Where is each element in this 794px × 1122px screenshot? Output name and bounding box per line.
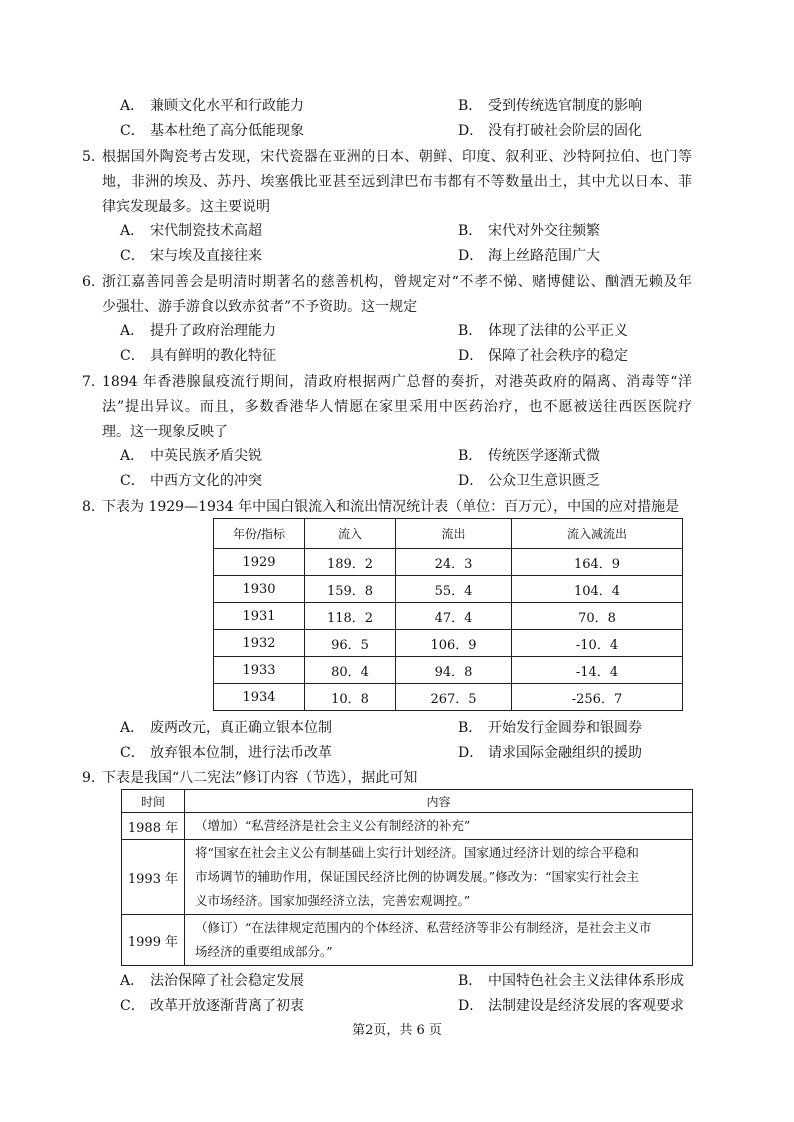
table-cell-content: 将“国家在社会主义公有制基础上实行计划经济。国家通过经济计划的综合平稳和 市场调节的辅助作用，保证国民经济比例的协调发展。”修改为：“国家实行社会主 义市场经济。国家加强经济立法，完善宏观调控。” xyxy=(185,840,693,915)
table-cell: 96．5 xyxy=(305,630,396,657)
q5-option-a[interactable]: A． 宋代制瓷技术高超 xyxy=(120,223,262,239)
table-cell: 1930 xyxy=(214,576,305,603)
table-row xyxy=(214,549,683,576)
q4-option-a[interactable]: A． 兼顾文化水平和行政能力 xyxy=(120,98,304,114)
table-cell: 55．4 xyxy=(396,576,512,603)
table-cell: 10．8 xyxy=(305,684,396,711)
q8-option-a[interactable]: A． 废两改元，真正确立银本位制 xyxy=(120,720,332,736)
question-text-line: 下表为 1929—1934 年中国白银流入和流出情况统计表（单位：百万元），中国的应对措施是 xyxy=(102,499,680,515)
q7-option-c[interactable]: C． 中西方文化的冲突 xyxy=(120,473,262,489)
table-cell-content: （修订）“在法律规定范围内的个体经济、私营经济等非公有制经济，是社会主义市 场经济的重要组成部分。” xyxy=(185,915,693,966)
table-cell-year: 1988 年 xyxy=(122,813,185,840)
table-header-cell: 流出 xyxy=(396,519,512,549)
question-text-line: 理。这一现象反映了 xyxy=(102,424,228,440)
q9-options-row-2 xyxy=(0,995,794,1017)
table-header-row xyxy=(122,790,693,813)
table-row xyxy=(214,576,683,603)
question-7 xyxy=(82,370,692,445)
table-cell-year: 1999 年 xyxy=(122,915,185,966)
q6-option-a[interactable]: A． 提升了政府治理能力 xyxy=(120,323,276,339)
table-cell: 24．3 xyxy=(396,549,512,576)
question-text-line: 地，非洲的埃及、苏丹、埃塞俄比亚甚至远到津巴布韦都有不等数量出土，其中尤以日本、菲 xyxy=(102,174,692,190)
q4-options-row-1 xyxy=(0,95,794,117)
table-cell: 118．2 xyxy=(305,603,396,630)
page-footer: 第2页，共 6 页 xyxy=(352,1023,442,1038)
table-header-cell: 时间 xyxy=(122,790,185,813)
question-5 xyxy=(82,145,692,220)
question-number: 8. xyxy=(82,499,96,515)
table-cell: 47．4 xyxy=(396,603,512,630)
table-row xyxy=(214,657,683,684)
table-cell: 1929 xyxy=(214,549,305,576)
table-cell: -10．4 xyxy=(512,630,683,657)
q5-options-row-1 xyxy=(0,220,794,242)
q8-option-b[interactable]: B． 开始发行金圆券和银圆券 xyxy=(458,720,642,736)
question-number: 5. xyxy=(82,149,96,165)
table-cell: 159．8 xyxy=(305,576,396,603)
q7-option-b[interactable]: B． 传统医学逐渐式微 xyxy=(458,448,600,464)
table-row xyxy=(122,915,693,966)
q9-option-c[interactable]: C． 改革开放逐渐背离了初衷 xyxy=(120,998,304,1014)
question-6 xyxy=(82,270,692,320)
question-text-line: 浙江嘉善同善会是明清时期著名的慈善机构，曾规定对“不孝不悌、赌博健讼、酗酒无赖及年 xyxy=(102,274,692,290)
q5-option-d[interactable]: D． 海上丝路范围广大 xyxy=(458,248,600,264)
question-number: 7. xyxy=(82,374,96,390)
question-text-line: 根据国外陶瓷考古发现，宋代瓷器在亚洲的日本、朝鲜、印度、叙利亚、沙特阿拉伯、也门等 xyxy=(102,149,692,165)
table-cell: 164．9 xyxy=(512,549,683,576)
table-cell-year: 1993 年 xyxy=(122,840,185,915)
table-cell: 1931 xyxy=(214,603,305,630)
table-cell: 1932 xyxy=(214,630,305,657)
question-9 xyxy=(82,766,692,791)
table-row xyxy=(214,630,683,657)
q4-option-d[interactable]: D． 没有打破社会阶层的固化 xyxy=(458,123,642,139)
q9-options-row-1 xyxy=(0,970,794,992)
q9-option-a[interactable]: A． 法治保障了社会稳定发展 xyxy=(120,973,304,989)
q6-options-row-1 xyxy=(0,320,794,342)
table-cell: -256．7 xyxy=(512,684,683,711)
q5-options-row-2 xyxy=(0,245,794,267)
question-text-line: 1894 年香港腺鼠疫流行期间，清政府根据两广总督的奏折，对港英政府的隔离、消毒等“洋 xyxy=(102,374,692,390)
q4-option-c[interactable]: C． 基本杜绝了高分低能现象 xyxy=(120,123,304,139)
table-cell: -14．4 xyxy=(512,657,683,684)
table-header-row xyxy=(214,519,683,549)
table-cell: 267．5 xyxy=(396,684,512,711)
question-text-line: 下表是我国“八二宪法”修订内容（节选），据此可知 xyxy=(102,770,418,786)
q4-option-b[interactable]: B． 受到传统选官制度的影响 xyxy=(458,98,642,114)
silver-flow-table xyxy=(213,518,683,711)
q7-options-row-2 xyxy=(0,470,794,492)
q5-option-c[interactable]: C． 宋与埃及直接往来 xyxy=(120,248,262,264)
table-cell: 1934 xyxy=(214,684,305,711)
table-row xyxy=(214,684,683,711)
q8-options-row-2 xyxy=(0,742,794,764)
table-row xyxy=(122,813,693,840)
q7-option-d[interactable]: D． 公众卫生意识匮乏 xyxy=(458,473,600,489)
table-cell: 106．9 xyxy=(396,630,512,657)
table-cell-content: （增加）“私营经济是社会主义公有制经济的补充” xyxy=(185,813,693,840)
question-number: 9. xyxy=(82,770,96,786)
q9-option-b[interactable]: B． 中国特色社会主义法律体系形成 xyxy=(458,973,684,989)
question-number: 6. xyxy=(82,274,96,290)
table-row xyxy=(122,840,693,915)
table-cell: 70．8 xyxy=(512,603,683,630)
table-header-cell: 年份/指标 xyxy=(214,519,305,549)
question-text-line: 法”提出异议。而且，多数香港华人情愿在家里采用中医药治疗，也不愿被送往西医医院疗 xyxy=(102,399,692,415)
table-row xyxy=(214,603,683,630)
table-header-cell: 流入 xyxy=(305,519,396,549)
q8-options-row-1 xyxy=(0,717,794,739)
question-8 xyxy=(82,495,692,520)
q8-option-d[interactable]: D． 请求国际金融组织的援助 xyxy=(458,745,642,761)
q4-options-row-2 xyxy=(0,120,794,142)
table-header-cell: 流入减流出 xyxy=(512,519,683,549)
q7-options-row-1 xyxy=(0,445,794,467)
q6-option-d[interactable]: D． 保障了社会秩序的稳定 xyxy=(458,348,628,364)
constitution-amendment-table xyxy=(121,789,693,966)
q7-option-a[interactable]: A． 中英民族矛盾尖锐 xyxy=(120,448,262,464)
q6-options-row-2 xyxy=(0,345,794,367)
table-cell: 104．4 xyxy=(512,576,683,603)
q8-option-c[interactable]: C． 放弃银本位制，进行法币改革 xyxy=(120,745,332,761)
table-cell: 189．2 xyxy=(305,549,396,576)
table-cell: 80．4 xyxy=(305,657,396,684)
table-cell: 1933 xyxy=(214,657,305,684)
q5-option-b[interactable]: B． 宋代对外交往频繁 xyxy=(458,223,600,239)
table-cell: 94．8 xyxy=(396,657,512,684)
question-text-line: 律宾发现最多。这主要说明 xyxy=(102,199,270,215)
q9-option-d[interactable]: D． 法制建设是经济发展的客观要求 xyxy=(458,998,684,1014)
table-header-cell: 内容 xyxy=(185,790,693,813)
question-text-line: 少强壮、游手游食以致赤贫者”不予资助。这一规定 xyxy=(102,299,418,315)
q6-option-b[interactable]: B． 体现了法律的公平正义 xyxy=(458,323,628,339)
q6-option-c[interactable]: C． 具有鲜明的教化特征 xyxy=(120,348,276,364)
